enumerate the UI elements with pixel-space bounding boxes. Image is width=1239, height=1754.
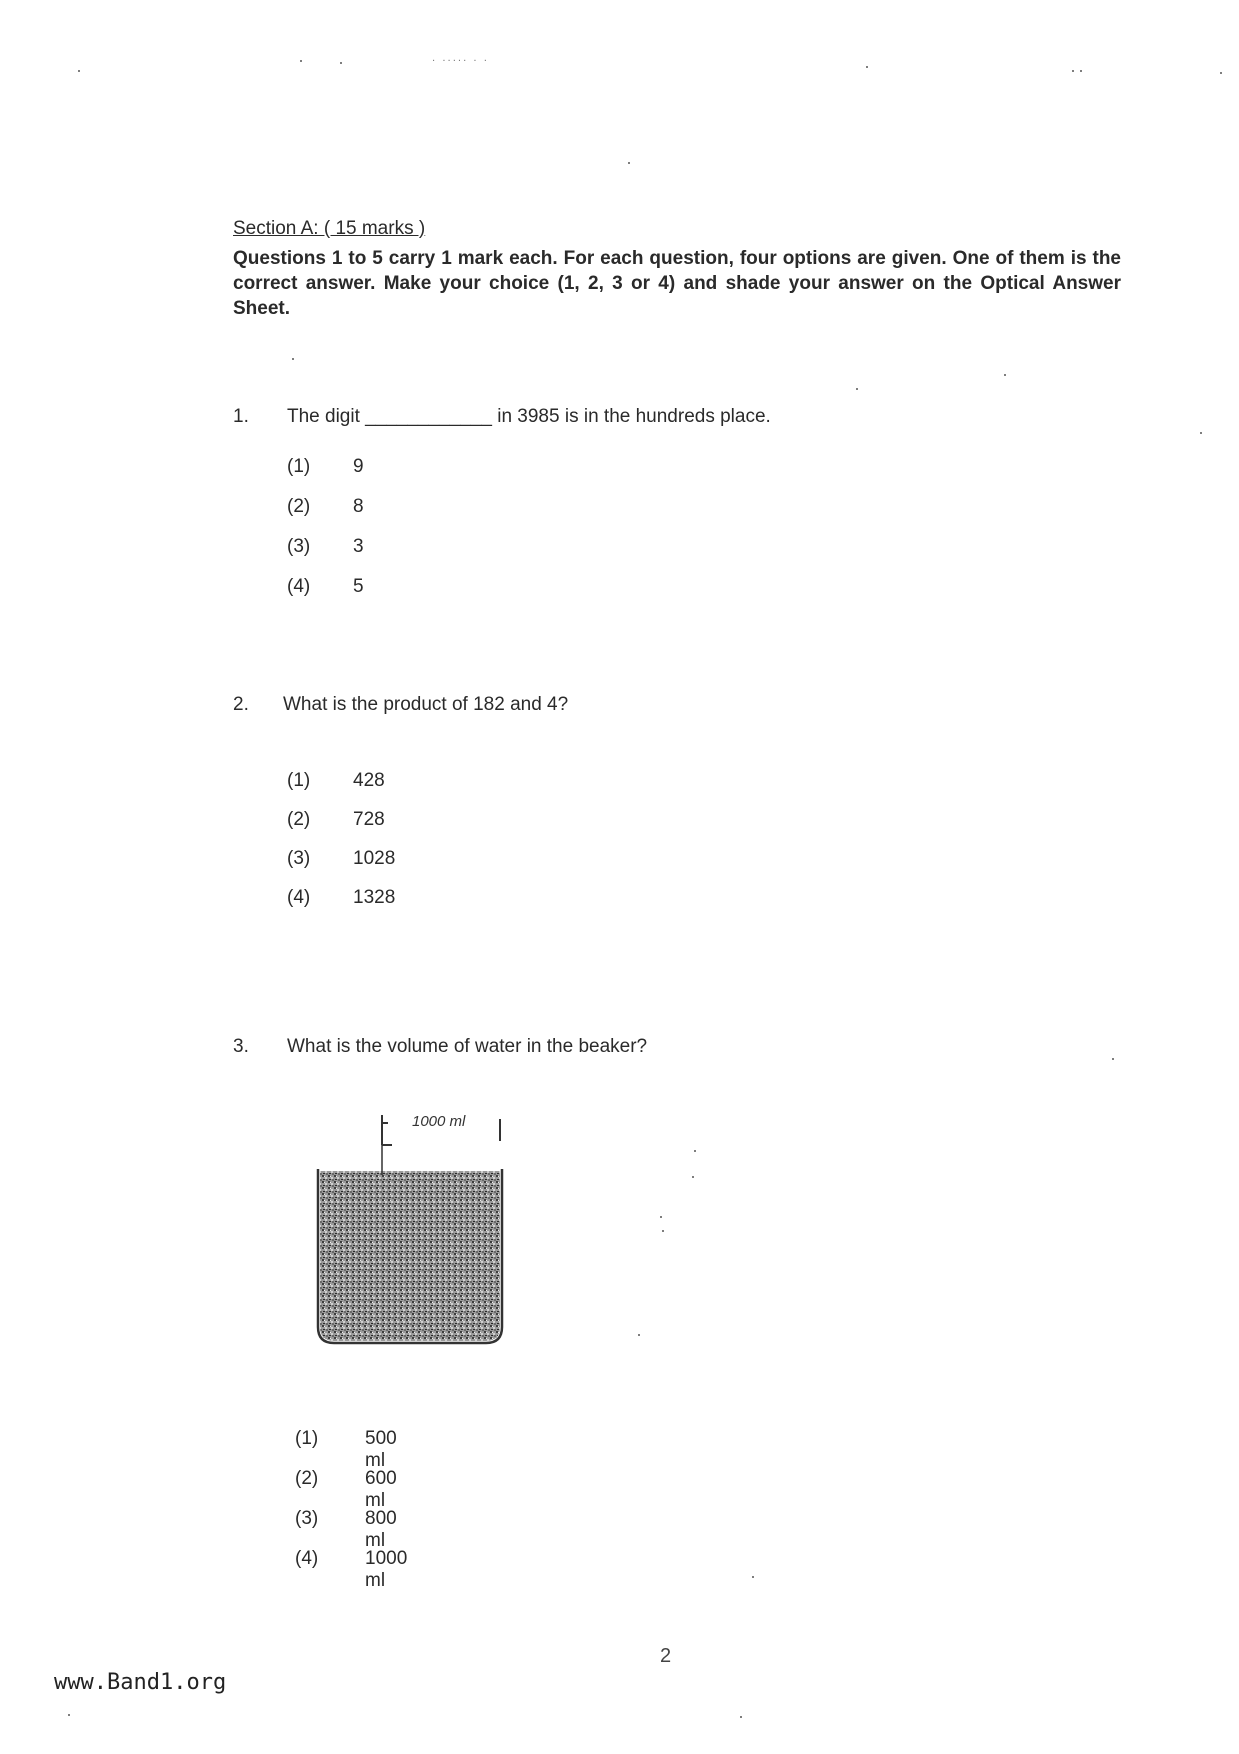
beaker-water — [320, 1171, 500, 1341]
option-value: 1028 — [353, 848, 396, 869]
scan-speck — [292, 358, 294, 360]
footer-url[interactable]: www.Band1.org — [54, 1670, 227, 1695]
scan-speck — [1112, 1058, 1114, 1060]
section-instructions: Questions 1 to 5 carry 1 mark each. For each question, four options are given. One of them is the correct answer. Make your choice (1, 2, 3 or 4) and shade your answer on the Optical Answer Sheet. — [233, 248, 1121, 319]
scan-speck — [1200, 432, 1202, 434]
scan-speck — [628, 162, 630, 164]
beaker-label: 1000 ml — [412, 1113, 466, 1130]
option-label: (3) — [287, 848, 311, 869]
option-label: (1) — [287, 770, 311, 791]
option-label: (4) — [287, 576, 311, 597]
option-value: 500 ml — [365, 1428, 397, 1471]
question-number: 3. — [233, 1036, 249, 1057]
scan-speck — [78, 70, 80, 72]
scan-speck — [638, 1334, 640, 1336]
scan-speck — [752, 1576, 754, 1578]
scan-speck — [1220, 72, 1222, 74]
option-label: (3) — [295, 1508, 319, 1529]
option-value: 1000 ml — [365, 1548, 408, 1591]
beaker-illustration — [310, 1115, 510, 1355]
question-text: What is the volume of water in the beaker? — [287, 1036, 648, 1057]
option-value: 800 ml — [365, 1508, 397, 1551]
option-value: 8 — [353, 496, 364, 517]
option-label: (2) — [287, 496, 311, 517]
beaker-figure — [310, 1115, 510, 1355]
option-value: 9 — [353, 456, 364, 477]
scan-speck — [692, 1176, 694, 1178]
scan-speck — [866, 66, 868, 68]
scan-speck — [856, 388, 858, 390]
option-label: (1) — [295, 1428, 319, 1449]
option-value: 728 — [353, 809, 385, 830]
scan-speck — [1080, 70, 1082, 72]
question-text: What is the product of 182 and 4? — [283, 694, 569, 715]
option-label: (3) — [287, 536, 311, 557]
option-label: (2) — [287, 809, 311, 830]
question-text: The digit ____________ in 3985 is in the hundreds place. — [287, 406, 771, 427]
option-label: (2) — [295, 1468, 319, 1489]
option-value: 5 — [353, 576, 364, 597]
option-label: (4) — [295, 1548, 319, 1569]
scan-speck — [740, 1716, 742, 1718]
option-label: (4) — [287, 887, 311, 908]
scan-speck — [694, 1150, 696, 1152]
option-value: 428 — [353, 770, 385, 791]
question-number: 2. — [233, 694, 249, 715]
scan-speck — [340, 62, 342, 64]
scan-speck — [68, 1714, 70, 1716]
question-number: 1. — [233, 406, 249, 427]
option-value: 1328 — [353, 887, 396, 908]
scan-speck — [662, 1230, 664, 1232]
option-label: (1) — [287, 456, 311, 477]
scan-smudge: · ····· · · — [432, 56, 489, 67]
scan-speck — [1004, 374, 1006, 376]
scan-speck — [660, 1216, 662, 1218]
option-value: 3 — [353, 536, 364, 557]
scan-speck — [1072, 70, 1074, 72]
page-number: 2 — [660, 1645, 672, 1667]
section-title: Section A: ( 15 marks ) — [233, 218, 426, 239]
scan-speck — [300, 60, 302, 62]
option-value: 600 ml — [365, 1468, 397, 1511]
